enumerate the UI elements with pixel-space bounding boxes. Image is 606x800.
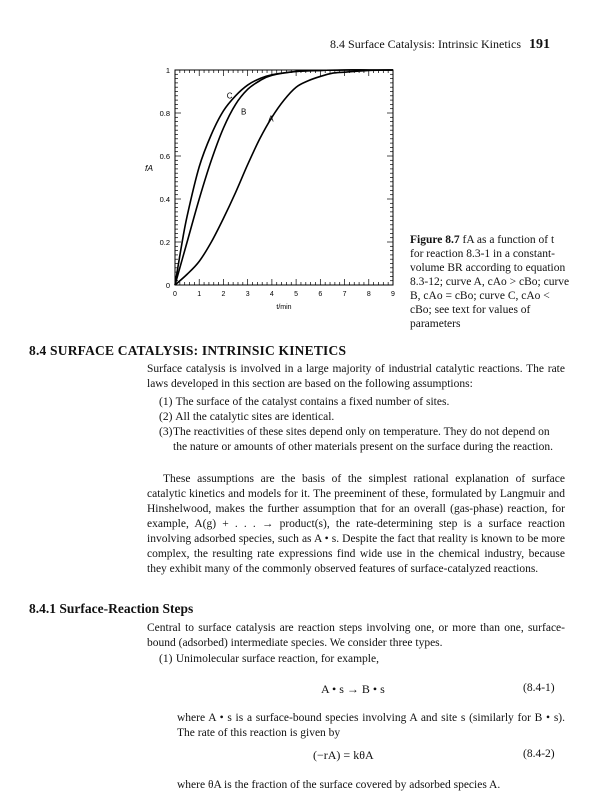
assumption-text: The surface of the catalyst contains a fixed number of sites. — [175, 396, 450, 408]
where-paragraph-2: where θA is the fraction of the surface covered by adsorbed species A. — [177, 779, 501, 791]
fa-vs-time-chart — [140, 60, 405, 330]
figure-label: Figure 8.7 — [410, 234, 460, 246]
assumption-number: (3) — [159, 426, 173, 438]
assumption-number: (2) — [159, 411, 173, 423]
x-axis-label: t/min — [276, 304, 292, 311]
x-tick-label: 7 — [342, 291, 347, 298]
equation-number-8-4-1: (8.4-1) — [523, 682, 555, 694]
item-number: (1) — [159, 653, 173, 665]
surface-steps-intro: Central to surface catalysis are reaction steps involving one, or more than one, surface-bound (adsorbed) intermediate species. We consider three types. — [147, 622, 565, 649]
equation-number-8-4-2: (8.4-2) — [523, 748, 555, 760]
section-heading-8-4-1: 8.4.1 Surface-Reaction Steps — [29, 601, 194, 616]
y-tick-label: 0.8 — [159, 109, 170, 118]
running-head — [330, 37, 550, 53]
y-tick-label: 0.6 — [159, 152, 170, 161]
assumption-2 — [159, 410, 565, 425]
section-intro-paragraph: Surface catalysis is involved in a large majority of industrial catalytic reactions. The rate laws developed in this section are based on the following assumptions: — [147, 363, 565, 390]
figure-caption-text: fA as a function of t for reaction 8.3-1 in a constant-volume BR according to equation 8.3-12; curve A, cAo > cBo; curve B, cAo = cBo; curve C, cAo < cBo; see text for values of parameters — [410, 234, 570, 330]
series-line-c — [175, 70, 393, 285]
where-paragraph-1: where A • s is a surface-bound species involving A and site s (similarly for B • s). The rate of this reaction is given by — [177, 712, 565, 739]
assumption-number: (1) — [159, 396, 173, 408]
page-number: 191 — [529, 37, 550, 52]
y-tick-label: 0.4 — [159, 195, 170, 204]
x-tick-label: 2 — [221, 291, 226, 298]
assumption-1 — [159, 395, 565, 410]
x-tick-label: 5 — [294, 291, 299, 298]
y-axis-label: fA — [145, 163, 154, 173]
unimolecular-item — [159, 652, 379, 667]
assumption-text: All the catalytic sites are identical. — [175, 411, 335, 423]
figure-caption — [410, 233, 570, 331]
series-line-a — [175, 70, 393, 285]
y-tick-label: 1 — [165, 66, 170, 75]
x-tick-label: 3 — [245, 291, 250, 298]
series-label-c: C — [226, 91, 233, 101]
y-tick-label: 0.2 — [159, 238, 170, 247]
x-tick-label: 8 — [366, 291, 371, 298]
series-label-b: B — [240, 107, 247, 117]
x-tick-label: 9 — [391, 291, 395, 298]
x-tick-label: 0 — [173, 291, 177, 298]
item-text: Unimolecular surface reaction, for example, — [175, 653, 379, 665]
assumption-3 — [159, 425, 565, 455]
series-label-a: A — [268, 114, 274, 124]
assumption-text: The reactivities of these sites depend only on temperature. They do not depend on the nature or amounts of other materials present on the surface during the reaction. — [173, 426, 553, 453]
y-tick-label: 0 — [165, 281, 170, 290]
running-head-section: 8.4 Surface Catalysis: Intrinsic Kinetics — [330, 37, 521, 51]
x-tick-label: 1 — [197, 291, 202, 298]
section-heading-8-4: 8.4 SURFACE CATALYSIS: INTRINSIC KINETICS — [29, 343, 347, 358]
langmuir-hinshelwood-paragraph: These assumptions are the basis of the simplest rational explanation of surface catalytic kinetics and models for it. The preeminent of these, formulated by Langmuir and Hinshelwood, makes the further assumption that for an overall (gas-phase) reaction, for example, A(g) + . . . → product(s), the rate-determining step is a surface reaction involving adsorbed species, such as A • s. Despite the fact that reality is known to be more complex, the resulting rate expressions find wide use in the chemical industry, because they exhibit many of the commonly observed features of surface-catalyzed reactions. — [147, 473, 565, 575]
equation-8-4-1: A • s → B • s — [321, 682, 385, 696]
plot-frame — [175, 70, 393, 285]
x-tick-label: 4 — [269, 291, 274, 298]
equation-8-4-2: (−rA) = kθA — [313, 748, 374, 762]
figure-8-7 — [140, 60, 405, 330]
series-line-b — [175, 70, 393, 285]
x-tick-label: 6 — [318, 291, 323, 298]
